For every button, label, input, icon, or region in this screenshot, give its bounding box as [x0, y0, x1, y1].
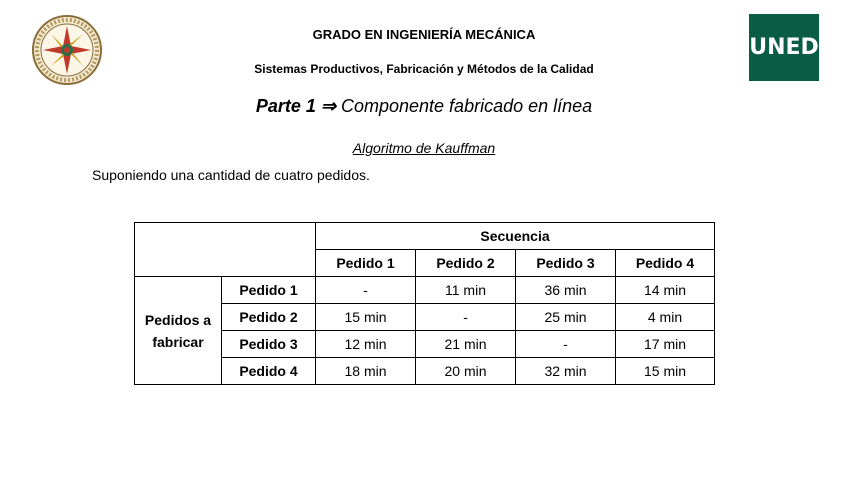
- table-cell: 21 min: [416, 331, 516, 358]
- table-cell: -: [416, 304, 516, 331]
- intro-text: Suponiendo una cantidad de cuatro pedidos.: [92, 167, 370, 183]
- part-description: Componente fabricado en línea: [340, 96, 593, 116]
- column-header: Pedido 3: [516, 250, 616, 277]
- arrow-icon: ⇒: [320, 96, 336, 116]
- part-label: Parte 1: [255, 96, 316, 116]
- row-label: Pedido 2: [222, 304, 316, 331]
- table-cell: 4 min: [616, 304, 715, 331]
- table-cell: 15 min: [616, 358, 715, 385]
- table-cell: 17 min: [616, 331, 715, 358]
- row-group-label: [135, 277, 222, 385]
- table-row: [135, 277, 715, 304]
- table-cell: 20 min: [416, 358, 516, 385]
- table-cell: 32 min: [516, 358, 616, 385]
- degree-title: GRADO EN INGENIERÍA MECÁNICA: [312, 27, 536, 42]
- column-header: Pedido 1: [316, 250, 416, 277]
- table-cell: -: [516, 331, 616, 358]
- table-cell: 15 min: [316, 304, 416, 331]
- algorithm-heading: Algoritmo de Kauffman: [352, 140, 496, 156]
- table-cell: 12 min: [316, 331, 416, 358]
- table-cell: -: [316, 277, 416, 304]
- table-cell: 25 min: [516, 304, 616, 331]
- table-cell: 36 min: [516, 277, 616, 304]
- row-group-label-line: Pedidos a: [144, 311, 212, 328]
- part-heading: [0, 96, 848, 117]
- sequence-header: Secuencia: [316, 223, 715, 250]
- uned-logo-text: UNED: [749, 35, 819, 60]
- column-header: Pedido 4: [616, 250, 715, 277]
- row-group-label-line: fabricar: [152, 333, 204, 350]
- table-row: [135, 304, 715, 331]
- table-cell: 11 min: [416, 277, 516, 304]
- table-cell: 14 min: [616, 277, 715, 304]
- table-header-row: [135, 223, 715, 250]
- table-row: [135, 358, 715, 385]
- setup-times-table: [134, 222, 715, 385]
- table-row: [135, 331, 715, 358]
- row-label: Pedido 4: [222, 358, 316, 385]
- row-label: Pedido 1: [222, 277, 316, 304]
- column-header: Pedido 2: [416, 250, 516, 277]
- row-label: Pedido 3: [222, 331, 316, 358]
- table-corner-cell: [135, 223, 316, 277]
- table-cell: 18 min: [316, 358, 416, 385]
- subject-title: Sistemas Productivos, Fabricación y Métodos de la Calidad: [254, 62, 594, 76]
